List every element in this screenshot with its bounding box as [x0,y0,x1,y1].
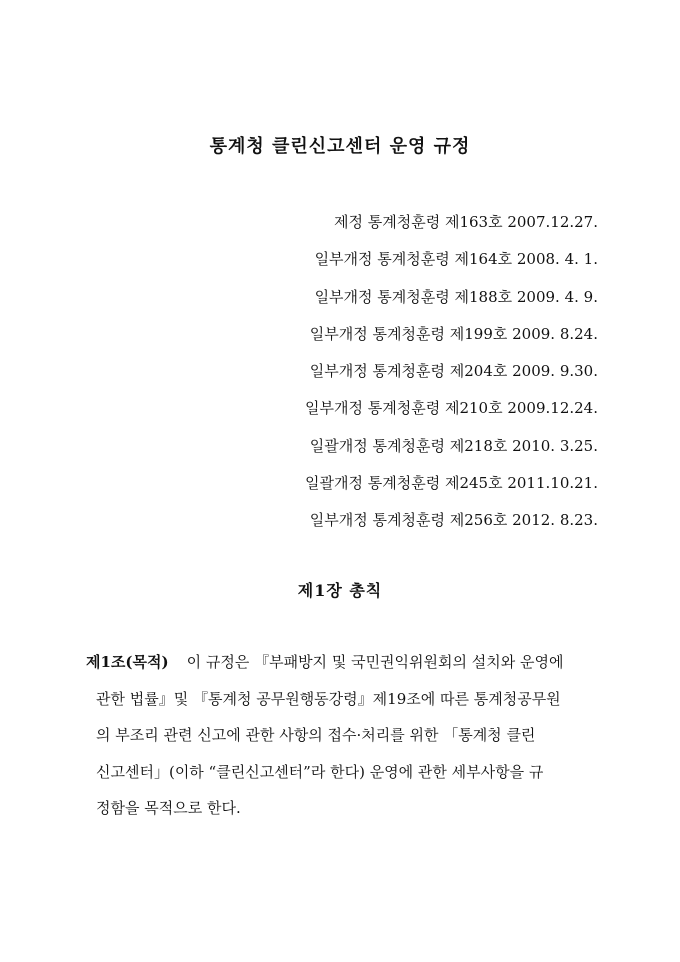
article-line [86,648,606,685]
article-line: 신고센터」(이하 “클린신고센터”라 한다) 운영에 관한 세부사항을 규 [96,762,544,781]
article-line: 정함을 목적으로 한다. [96,799,241,818]
amendment-entry: 일부개정 통계청훈령 제256호 2012. 8.23. [309,511,598,530]
amendment-entry: 일부개정 통계청훈령 제199호 2009. 8.24. [309,324,598,343]
amendment-entry: 일부개정 통계청훈령 제204호 2009. 9.30. [309,362,598,381]
amendment-entry: 제정 통계청훈령 제163호 2007.12.27. [334,213,598,231]
amendment-entry: 일부개정 통계청훈령 제164호 2008. 4. 1. [314,250,598,269]
article-line: 의 부조리 관련 신고에 관한 사항의 접수·처리를 위한 「통계청 클린 [96,726,536,745]
amendment-entry: 일부개정 통계청훈령 제210호 2009.12.24. [305,399,598,418]
amendment-entry: 일괄개정 통계청훈령 제245호 2011.10.21. [305,474,598,493]
amendment-entry: 일괄개정 통계청훈령 제218호 2010. 3.25. [309,436,598,455]
chapter-heading: 제1장 총칙 [297,581,383,600]
article-line: 관한 법률』및 『통계청 공무원행동강령』제19조에 따른 통계청공무원 [96,689,561,708]
amendment-history [38,208,598,544]
article-heading: 제1조(목적) [86,653,169,671]
amendment-entry: 일부개정 통계청훈령 제188호 2009. 4. 9. [314,287,598,306]
document-title: 통계청 클린신고센터 운영 규정 [209,136,471,157]
article-text: 이 규정은 『부패방지 및 국민권익위원회의 설치와 운영에 [186,653,564,671]
article-1 [86,648,606,831]
